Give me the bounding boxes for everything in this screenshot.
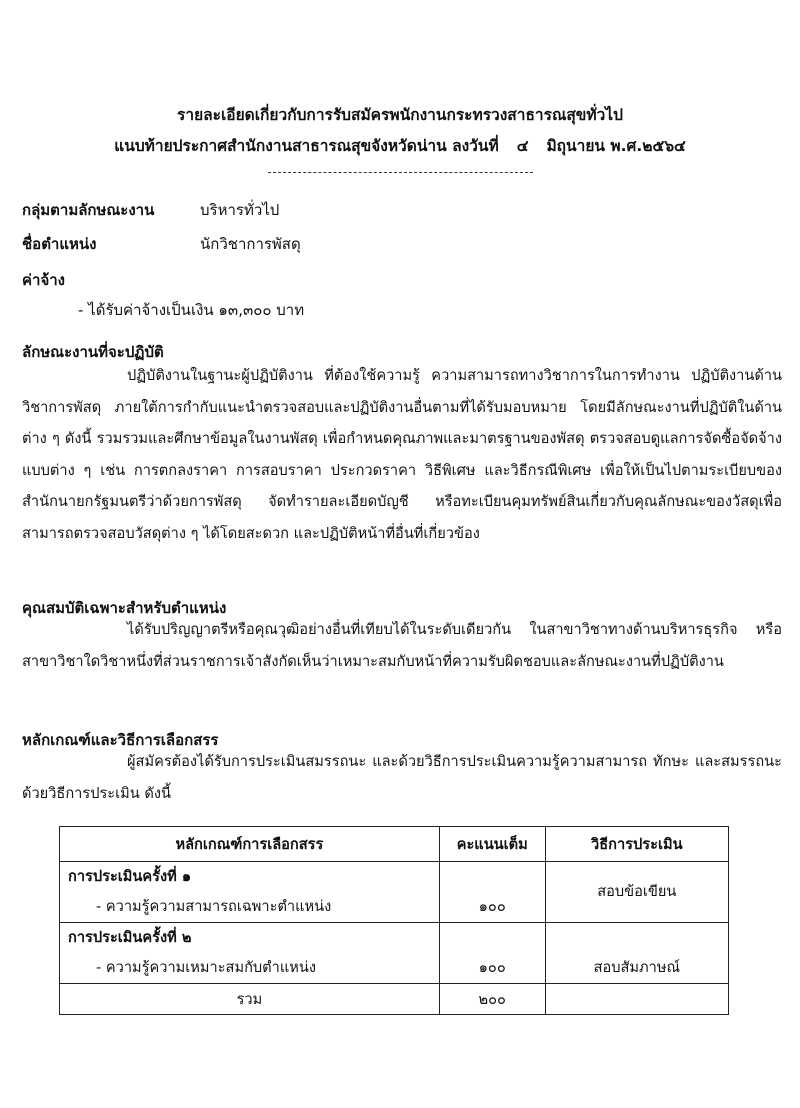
method-value: สอบข้อเขียน — [597, 883, 677, 900]
criteria-item: - ความรู้ความสามารถเฉพาะตำแหน่ง — [96, 898, 332, 915]
method-column-header: วิธีการประเมิน — [545, 827, 728, 862]
total-label: รวม — [60, 984, 440, 1015]
stage-label: การประเมินครั้งที่ ๒ — [68, 929, 192, 946]
score-cell — [439, 862, 545, 923]
group-label: กลุ่มตามลักษณะงาน — [22, 201, 155, 219]
wage-heading: ค่าจ้าง — [22, 271, 65, 289]
title-line-2-prefix: แนบท้ายประกาศสำนักงานสาธารณสุขจังหวัดน่าน ลงวันที่ — [114, 137, 499, 155]
total-empty-cell — [545, 984, 728, 1015]
criteria-cell — [60, 862, 440, 923]
criteria-cell — [60, 923, 440, 984]
selection-paragraph: ผู้สมัครต้องได้รับการประเมินสมรรถนะ และด้วยวิธีการประเมินความรู้ความสามารถ ทักษะ และสมรรถนะ ด้วยวิธีการประเมิน ดังนี้ — [22, 753, 782, 802]
document-title-line-1: รายละเอียดเกี่ยวกับการรับสมัครพนักงานกระทรวงสาธารณสุขทั่วไป — [177, 106, 623, 124]
duties-paragraph: ปฏิบัติงานในฐานะผู้ปฏิบัติงาน ที่ต้องใช้ความรู้ ความสามารถทางวิชาการในการทำงาน ปฏิบัติงานด้านวิชาการพัสดุ ภายใต้การกำกับแนะนำตรวจสอบและปฏิบัติงานอื่นตามที่ได้รับมอบหมาย โดยมีลักษณะงานที่ปฏิบัติในด้านต่าง ๆ ดังนี้ รวมรวมและศึกษาข้อมูลในงานพัสดุ เพื่อกำหนดคุณภาพและมาตรฐานของพัสดุ ตรวจสอบดูแลการจัดซื้อจัดจ้างแบบต่าง ๆ เช่น การตกลงราคา การสอบราคา ประกวดราคา วิธีพิเศษ และวิธีกรณีพิเศษ เพื่อให้เป็นไปตามระเบียบของสำนักนายกรัฐมนตรีว่าด้วยการพัสดุ จัดทำรายละเอียดบัญชี หรือทะเบียนคุมทรัพย์สินเกี่ยวกับคุณลักษณะของวัสดุเพื่อสามารถตรวจสอบวัสดุต่าง ๆ ได้โดยสะดวก และปฏิบัติหน้าที่อื่นที่เกี่ยวข้อง — [22, 367, 782, 542]
selection-criteria-table — [59, 826, 729, 1015]
stage-label: การประเมินครั้งที่ ๑ — [68, 868, 192, 885]
duties-heading: ลักษณะงานที่จะปฏิบัติ — [22, 343, 164, 361]
score-column-header: คะแนนเต็ม — [439, 827, 545, 862]
table-header-row — [60, 827, 729, 862]
score-value: ๑๐๐ — [478, 959, 506, 976]
score-cell — [439, 923, 545, 984]
qualifications-heading: คุณสมบัติเฉพาะสำหรับตำแหน่ง — [22, 599, 227, 617]
table-row — [60, 923, 729, 984]
criteria-column-header: หลักเกณฑ์การเลือกสรร — [60, 827, 440, 862]
table-row — [60, 862, 729, 923]
qualifications-paragraph: ได้รับปริญญาตรีหรือคุณวุฒิอย่างอื่นที่เทียบได้ในระดับเดียวกัน ในสาขาวิชาทางด้านบริหารธุรกิจ หรือสาขาวิชาใดวิชาหนึ่งที่ส่วนราชการเจ้าสังกัดเห็นว่าเหมาะสมกับหน้าที่ความรับผิดชอบและลักษณะงานที่ปฏิบัติงาน — [22, 621, 782, 670]
table-total-row — [60, 984, 729, 1015]
title-divider — [268, 172, 533, 173]
position-label: ชื่อตำแหน่ง — [22, 235, 97, 253]
title-day: ๔ — [516, 137, 529, 155]
selection-heading: หลักเกณฑ์และวิธีการเลือกสรร — [22, 731, 219, 749]
method-cell — [545, 923, 728, 984]
title-line-2-suffix: มิถุนายน พ.ศ.๒๕๖๔ — [546, 137, 686, 155]
total-score: ๒๐๐ — [439, 984, 545, 1015]
method-cell — [545, 862, 728, 923]
wage-text: - ได้รับค่าจ้างเป็นเงิน ๑๓,๓๐๐ บาท — [78, 301, 305, 319]
method-value: สอบสัมภาษณ์ — [593, 959, 681, 976]
group-value: บริหารทั่วไป — [200, 201, 280, 219]
score-value: ๑๐๐ — [478, 898, 506, 915]
document-title-line-2 — [0, 133, 800, 158]
position-value: นักวิชาการพัสดุ — [200, 235, 301, 253]
criteria-item: - ความรู้ความเหมาะสมกับตำแหน่ง — [96, 959, 316, 976]
